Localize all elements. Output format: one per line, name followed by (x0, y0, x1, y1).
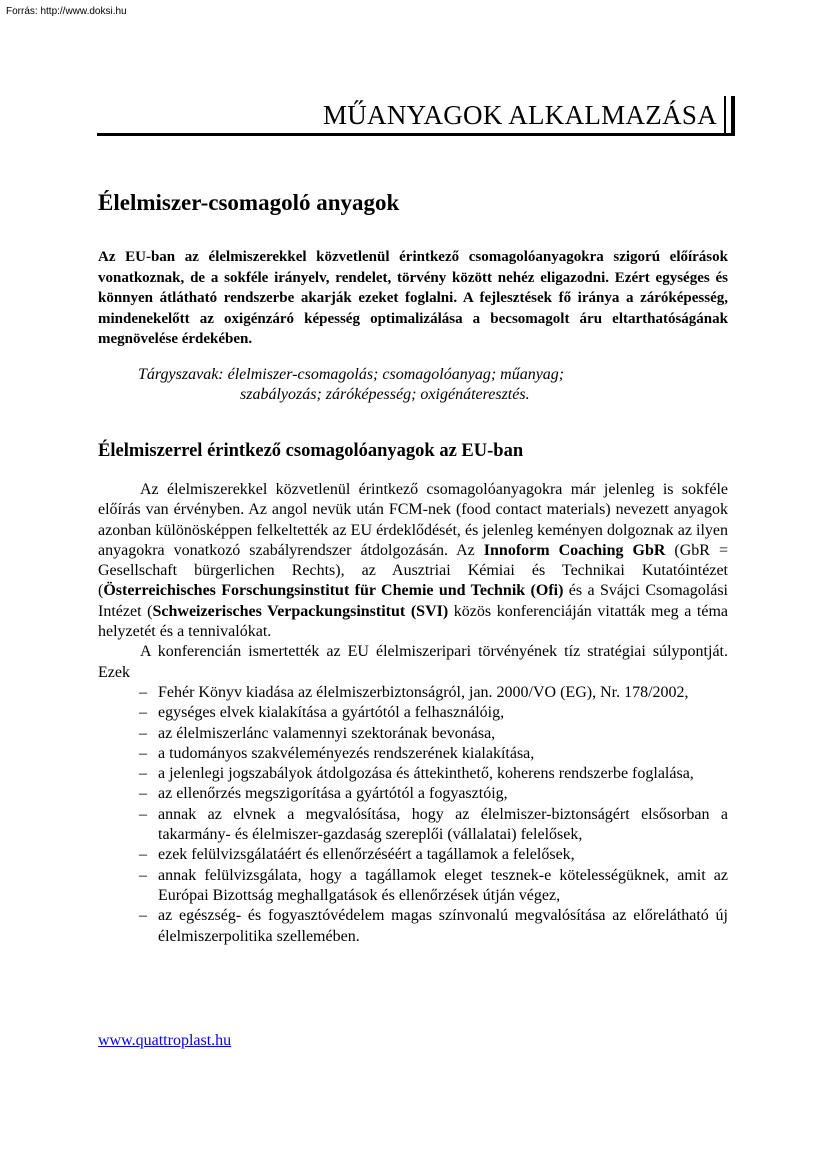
list-item: – Fehér Könyv kiadása az élelmiszerbiztonságról, jan. 2000/VO (EG), Nr. 178/2002, (158, 683, 728, 703)
list-dash: – (139, 704, 147, 722)
list-item: – a jelenlegi jogszabályok átdolgozása és áttekinthető, koherens rendszerbe foglalása, (158, 764, 728, 784)
list-dash: – (139, 907, 147, 925)
article-title: Élelmiszer-csomagoló anyagok (98, 190, 400, 215)
list-item: – ezek felülvizsgálatáért és ellenőrzéséért a tagállamok a felelősek, (158, 845, 728, 865)
list-item: – egységes elvek kialakítása a gyártótól a felhasználóig, (158, 703, 728, 723)
list-dash: – (139, 683, 147, 701)
abstract: Az EU-ban az élelmiszerekkel közvetlenül érintkező csomagolóanyagokra szigorú előírások vonatkoznak, de a sokféle irányelv, rendelet, törvény között nehéz eligazodni. Ezért egységes és könnyen átlátható rendszerbe akarják ezeket foglalni. A fejlesztések fő iránya a záróképesség, mindenekelőtt az oxigénzáró képesség optimalizálása a becsomagolt áru eltarthatóságának megnövelése érdekében. (98, 249, 728, 347)
header-rule (97, 133, 734, 136)
section-title: Élelmiszerrel érintkező csomagolóanyagok az EU-ban (98, 441, 524, 461)
org-svi: Schweizerisches Verpackungsinstitut (SVI) (152, 602, 449, 620)
footer-website-link[interactable]: www.quattroplast.hu (98, 1032, 232, 1049)
paragraph-1-text-d: közös konferenciáján vitatták meg a téma helyzetét és a tennivalókat. (98, 602, 729, 641)
list-dash: – (139, 866, 147, 884)
list-dash: – (139, 744, 147, 762)
paragraph-1-text-c: és a Svájci Csomagolási Intézet ( (98, 582, 728, 620)
keywords-line-1: Tárgyszavak: élelmiszer-csomagolás; csomagolóanyag; műanyag; (138, 366, 565, 383)
list-item: – a tudományos szakvéleményezés rendszerének kialakítása, (158, 744, 728, 764)
paragraph-1-text-a: Az élelmiszerekkel közvetlenül érintkező csomagolóanyagokra már jelenleg is sokféle előírás van érvényben. Az angol nevük után FCM-nek (food contact materials) nevezett anyagok azonban különösképpen felkeltették az EU érdeklődését, és jelenleg keményen dolgoznak az ilyen anyagokra vonatkozó szabályrendszer átdolgozásán. Az (98, 481, 728, 559)
article-body (98, 480, 728, 947)
list-dash: – (139, 765, 147, 783)
source-note: Forrás: http://www.doksi.hu (6, 6, 127, 17)
list-item: – az ellenőrzés megszigorítása a gyártótól a fogyasztóig, (158, 784, 728, 804)
header-bracket-thick (731, 96, 735, 136)
priority-list (98, 683, 728, 947)
paragraph-2: A konferencián ismertették az EU élelmiszeripari törvényének tíz stratégiai súlypontját. Ezek (98, 643, 728, 681)
list-item: – annak az elvnek a megvalósítása, hogy az élelmiszer-biztonságért elsősorban a takarmány- és élelmiszer-gazdaság szereplői (vállalatai) felelősek, (139, 805, 728, 844)
header-bracket-thin (724, 96, 726, 133)
running-header-title: MŰANYAGOK ALKALMAZÁSA (322, 100, 717, 130)
paragraph-1 (98, 480, 728, 642)
org-ofi: Österreichisches Forschungsinstitut für Chemie und Technik (Ofi) (103, 582, 564, 600)
keywords-line-2: szabályozás; záróképesség; oxigénáteresztés. (240, 386, 530, 403)
list-dash: – (139, 805, 147, 823)
list-dash: – (139, 846, 147, 864)
list-dash: – (139, 724, 147, 742)
list-item: – az élelmiszerlánc valamennyi szektorának bevonása, (158, 724, 728, 744)
paragraph-1-text-b: (GbR = Gesellschaft bürgerlichen Rechts), az Ausztriai Kémiai és Technikai Kutatóintézet ( (98, 541, 729, 600)
list-dash: – (139, 785, 147, 803)
list-item: – az egészség- és fogyasztóvédelem magas színvonalú megvalósítása az előrelátható új élelmiszerpolitika szellemében. (139, 907, 728, 945)
org-innoform: Innoform Coaching GbR (483, 541, 666, 559)
list-item: – annak felülvizsgálata, hogy a tagállamok eleget tesznek-e kötelességüknek, amit az Európai Bizottság meghallgatások és ellenőrzések útján végez, (139, 866, 728, 904)
